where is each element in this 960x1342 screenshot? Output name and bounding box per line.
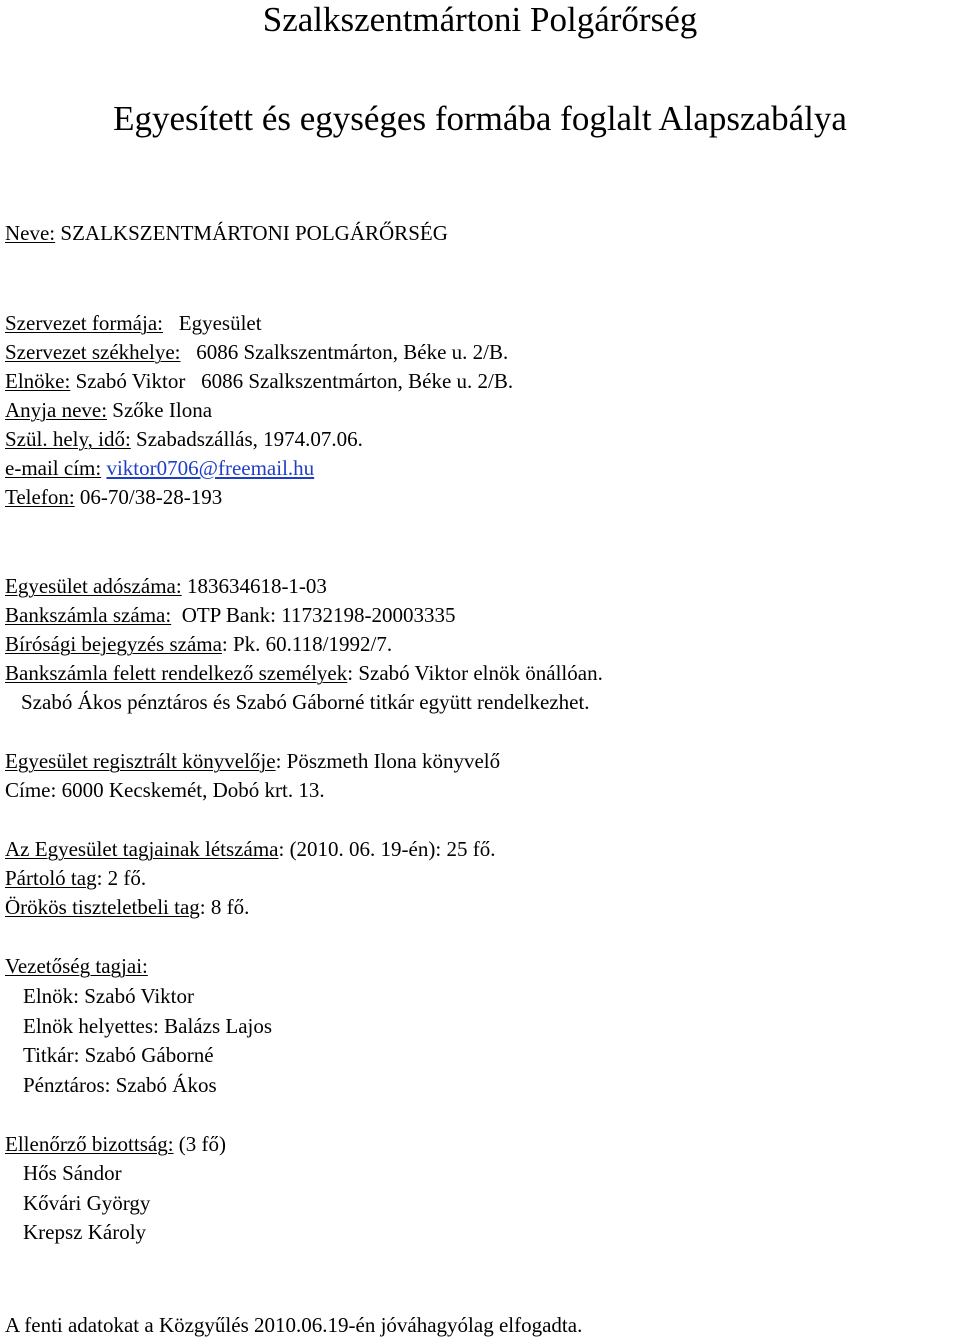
supporting-members-value: : 2 fő. <box>96 866 147 890</box>
board-member: Elnök: Szabó Viktor <box>23 984 195 1008</box>
signers-label: Bankszámla felett rendelkező személyek <box>5 661 348 685</box>
supporting-members-label: Pártoló tag <box>5 866 97 890</box>
org-birth-row <box>5 426 363 452</box>
org-birth-value: Szabadszállás, 1974.07.06. <box>136 427 363 451</box>
org-phone-row <box>5 484 222 510</box>
member-count-row <box>5 836 495 862</box>
org-seat-value: 6086 Szalkszentmárton, Béke u. 2/B. <box>196 340 509 364</box>
audit-member: Kővári György <box>23 1191 151 1215</box>
tax-value: 183634618-1-03 <box>186 574 327 598</box>
org-phone-value: 06-70/38-28-193 <box>79 485 223 509</box>
bank-label: Bankszámla száma: <box>5 603 172 627</box>
email-link[interactable]: viktor0706@freemail.hu <box>106 456 315 480</box>
org-seat-label: Szervezet székhelye: <box>5 340 181 364</box>
org-name-row <box>5 220 448 246</box>
audit-heading <box>5 1131 226 1157</box>
board-member: Pénztáros: Szabó Ákos <box>23 1073 217 1097</box>
tax-row <box>5 573 327 599</box>
audit-count: (3 fő) <box>173 1132 227 1156</box>
document-subtitle: Egyesített és egységes formába foglalt Alapszabálya <box>113 99 847 138</box>
honorary-members-label: Örökös tiszteletbeli tag <box>5 895 200 919</box>
org-mother-value: Szőke Ilona <box>112 398 213 422</box>
org-email-row <box>5 455 314 481</box>
board-member: Titkár: Szabó Gáborné <box>23 1043 214 1067</box>
court-value: : Pk. 60.118/1992/7. <box>221 632 393 656</box>
audit-member: Krepsz Károly <box>23 1220 147 1244</box>
signers-value: : Szabó Viktor elnök önállóan. <box>347 661 603 685</box>
tax-label: Egyesület adószáma: <box>5 574 182 598</box>
court-row <box>5 631 392 657</box>
bank-row <box>5 602 455 628</box>
audit-member: Hős Sándor <box>23 1161 122 1185</box>
signers-value-2: Szabó Ákos pénztáros és Szabó Gáborné titkár együtt rendelkezhet. <box>21 690 590 714</box>
org-form-label: Szervezet formája: <box>5 311 163 335</box>
accountant-label: Egyesület regisztrált könyvelője <box>5 749 276 773</box>
org-email-label: e-mail cím: <box>5 456 102 480</box>
org-name-label: Neve: <box>5 221 56 245</box>
org-birth-label: Szül. hely, idő: <box>5 427 131 451</box>
bank-value: OTP Bank: 11732198-20003335 <box>181 603 456 627</box>
org-form-row <box>5 310 262 336</box>
org-mother-label: Anyja neve: <box>5 398 108 422</box>
org-chair-label: Elnöke: <box>5 369 71 393</box>
accountant-row <box>5 748 500 774</box>
document-title: Szalkszentmártoni Polgárőrség <box>262 0 698 39</box>
board-label: Vezetőség tagjai: <box>5 954 148 978</box>
honorary-members-value: : 8 fő. <box>199 895 250 919</box>
supporting-members-row <box>5 865 146 891</box>
court-label: Bírósági bejegyzés száma <box>5 632 222 656</box>
signers-row <box>5 660 603 686</box>
audit-label: Ellenőrző bizottság: <box>5 1132 174 1156</box>
signers-row-2 <box>21 689 590 715</box>
member-count-label: Az Egyesület tagjainak létszáma <box>5 837 279 861</box>
org-mother-row <box>5 397 212 423</box>
board-heading <box>5 953 148 979</box>
org-chair-row <box>5 368 513 394</box>
org-name-value: SZALKSZENTMÁRTONI POLGÁRŐRSÉG <box>60 221 448 245</box>
honorary-members-row <box>5 894 249 920</box>
org-phone-label: Telefon: <box>5 485 75 509</box>
approval-footer: A fenti adatokat a Közgyűlés 2010.06.19-én jóváhagyólag elfogadta. <box>5 1313 583 1337</box>
org-seat-row <box>5 339 508 365</box>
org-chair-value: Szabó Viktor 6086 Szalkszentmárton, Béke u. 2/B. <box>75 369 514 393</box>
org-form-value: Egyesület <box>178 311 262 335</box>
accountant-address: Címe: 6000 Kecskemét, Dobó krt. 13. <box>5 778 325 802</box>
board-member: Elnök helyettes: Balázs Lajos <box>23 1014 273 1038</box>
accountant-value: : Pöszmeth Ilona könyvelő <box>275 749 501 773</box>
member-count-value: : (2010. 06. 19-én): 25 fő. <box>278 837 496 861</box>
